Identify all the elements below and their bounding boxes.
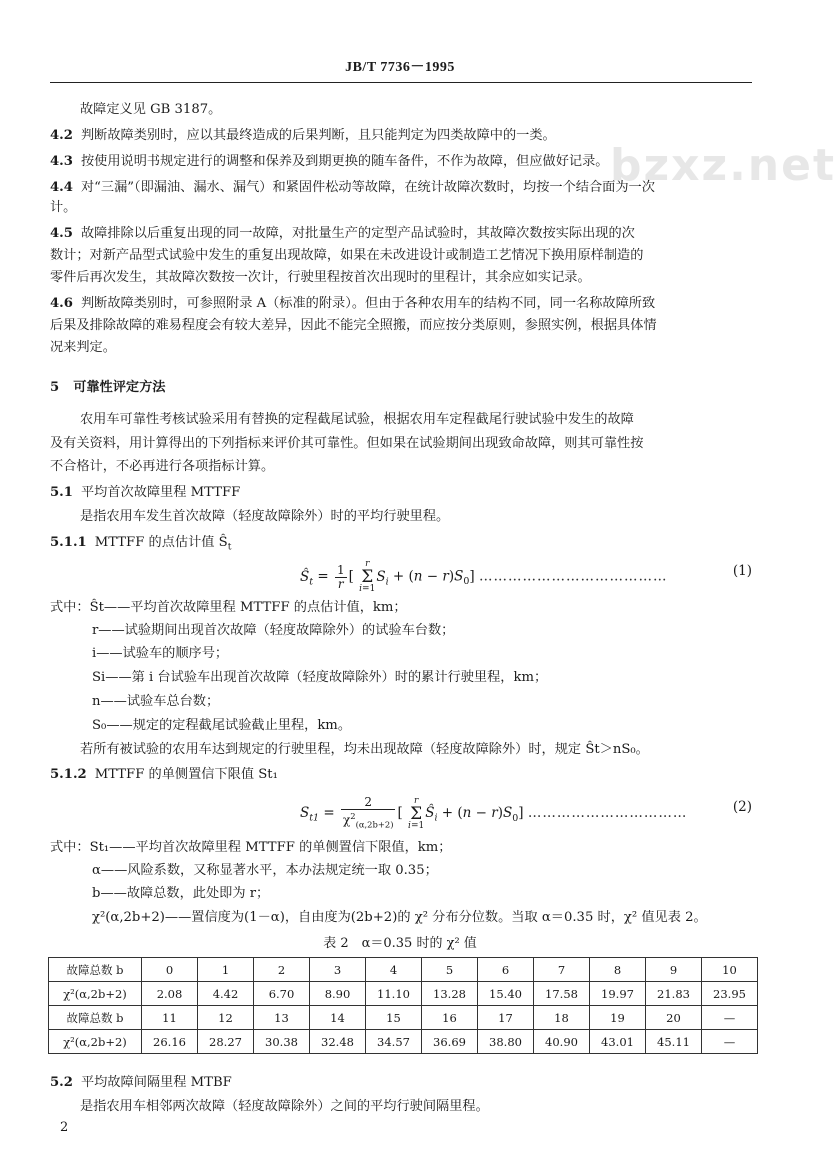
- table-cell: 2: [254, 958, 310, 982]
- definition: S₀——规定的定程截尾试验截止里程，km。: [92, 718, 352, 733]
- table-row: [49, 1006, 758, 1030]
- table-cell: 6.70: [254, 982, 310, 1006]
- table-cell: 0: [142, 958, 198, 982]
- header-rule: [50, 82, 752, 83]
- definition: St₁——平均首次故障里程 MTTFF 的单侧置信下限值，km；: [89, 840, 452, 855]
- table-cell: 26.16: [142, 1030, 198, 1054]
- clause-number: 4.6: [50, 296, 73, 311]
- fraction: $\frac{2}{\chi^2_{(\alpha,2b+2)}}$: [342, 795, 394, 830]
- clause-title: 平均首次故障里程 MTTFF: [80, 485, 241, 500]
- table-row: [49, 982, 758, 1006]
- clause-4-6: [50, 294, 752, 314]
- table-cell: 13.28: [422, 982, 478, 1006]
- table-row: [49, 958, 758, 982]
- clause-text: 判断故障类别时，可参照附录 A（标准的附录）。但由于各种农用车的结构不同，同一名称故障所致: [80, 296, 656, 311]
- definition: Si——第 i 台试验车出现首次故障（轻度故障除外）时的累计行驶里程，km；: [92, 670, 548, 685]
- note: 若所有被试验的农用车达到规定的行驶里程，均未出现故障（轻度故障除外）时，规定 Ŝt＞nS₀。: [80, 742, 649, 757]
- definition: n——试验车总台数；: [92, 694, 220, 709]
- watermark: bzxz.net: [610, 140, 836, 191]
- table-cell: 40.90: [534, 1030, 590, 1054]
- where-label: 式中：: [50, 600, 90, 615]
- table-cell: 15.40: [478, 982, 534, 1006]
- table-cell: 45.11: [646, 1030, 702, 1054]
- table-cell: 32.48: [310, 1030, 366, 1054]
- section-number: 5: [50, 380, 60, 395]
- row-header: χ²(α,2b+2): [49, 1030, 142, 1054]
- table-cell: 30.38: [254, 1030, 310, 1054]
- table-cell: 5: [422, 958, 478, 982]
- clause-4-5: [50, 224, 752, 244]
- clause-number: 5.1.2: [50, 767, 87, 782]
- clause-4-2: [50, 126, 752, 146]
- table-cell: 4: [366, 958, 422, 982]
- clause-5-1-2: [50, 765, 752, 785]
- clause-4-5-cont: 数计；对新产品型式试验中发生的重复出现故障，如果在未改进设计或制造工艺情况下换用原样制造的: [50, 248, 644, 263]
- section-5-intro-line: 农用车可靠性考核试验采用有替换的定程截尾试验，根据农用车定程截尾行驶试验中发生的故障: [80, 412, 634, 427]
- formula-1: $Ŝ_t$ = $\frac{1}{r}$ [ r Σ $i=1S_i + (n - r)S_0$] ………………………………… (1): [300, 559, 752, 594]
- clause-text: 故障排除以后重复出现的同一故障，对批量生产的定型产品试验时，其故障次数按实际出现的次: [80, 226, 635, 241]
- clause-text: 判断故障类别时，应以其最终造成的后果判断，且只能判定为四类故障中的一类。: [80, 128, 556, 143]
- clause-number: 4.4: [50, 180, 73, 195]
- table-cell: 7: [534, 958, 590, 982]
- table-cell: 43.01: [590, 1030, 646, 1054]
- table-cell: 16: [422, 1006, 478, 1030]
- clause-4-4-cont: 计。: [50, 200, 77, 215]
- table-cell: 15: [366, 1006, 422, 1030]
- clause-5-2: [50, 1073, 752, 1093]
- table-cell: 34.57: [366, 1030, 422, 1054]
- table-cell: 3: [310, 958, 366, 982]
- summation: r Σ i=1: [359, 559, 376, 594]
- table-cell: 10: [702, 958, 758, 982]
- table-cell: 38.80: [478, 1030, 534, 1054]
- table-cell: —: [702, 1006, 758, 1030]
- row-header: 故障总数 b: [49, 1006, 142, 1030]
- table-cell: 11: [142, 1006, 198, 1030]
- table-cell: 21.83: [646, 982, 702, 1006]
- clause-number: 5.2: [50, 1075, 73, 1090]
- clause-5-1-1: 5.1.1 MTTFF 的点估计值 $Ŝ_t$: [50, 535, 232, 553]
- table-caption: 表 2 α＝0.35 时的 χ² 值: [323, 936, 477, 951]
- clause-title: MTTFF 的单侧置信下限值 St₁: [94, 767, 278, 782]
- row-header: 故障总数 b: [49, 958, 142, 982]
- table-cell: 14: [310, 1006, 366, 1030]
- table-cell: 2.08: [142, 982, 198, 1006]
- table-cell: 11.10: [366, 982, 422, 1006]
- clause-4-5-cont: 零件后再次发生，其故障次数按一次计，行驶里程按首次出现时的里程计，其余应如实记录。: [50, 270, 591, 285]
- clause-5-2-desc: 是指农用车相邻两次故障（轻度故障除外）之间的平均行驶间隔里程。: [80, 1099, 489, 1114]
- row-header: χ²(α,2b+2): [49, 982, 142, 1006]
- table-row: [49, 1030, 758, 1054]
- table-cell: 20: [646, 1006, 702, 1030]
- chi-square-table: [48, 957, 758, 1054]
- section-5-heading: [50, 378, 752, 398]
- equation-number: (1): [732, 563, 752, 579]
- clause-title: MTTFF 的点估计值 Ŝ: [94, 535, 228, 550]
- page-number: 2: [60, 1120, 69, 1135]
- table-cell: 4.42: [198, 982, 254, 1006]
- clause-5-1-desc: 是指农用车发生首次故障（轻度故障除外）时的平均行驶里程。: [80, 509, 450, 524]
- page-header: JB/T 7736－1995: [345, 60, 455, 75]
- paragraph: 故障定义见 GB 3187。: [80, 102, 222, 117]
- table-cell: 18: [534, 1006, 590, 1030]
- where-def-line: [50, 598, 752, 618]
- table-cell: 9: [646, 958, 702, 982]
- definition: b——故障总数，此处即为 r；: [92, 886, 270, 901]
- table-cell: 36.69: [422, 1030, 478, 1054]
- table-cell: 6: [478, 958, 534, 982]
- clause-4-6-cont: 况来判定。: [50, 340, 116, 355]
- table-cell: 23.95: [702, 982, 758, 1006]
- table-cell: 17: [478, 1006, 534, 1030]
- clause-title: 平均故障间隔里程 MTBF: [80, 1075, 232, 1090]
- fraction: $\frac{1}{r}$: [336, 562, 345, 591]
- where-def-line: [50, 838, 752, 858]
- clause-number: 4.5: [50, 226, 73, 241]
- table-cell: 8: [590, 958, 646, 982]
- clause-5-1: [50, 483, 752, 503]
- table-cell: 13: [254, 1006, 310, 1030]
- definition: r——试验期间出现首次故障（轻度故障除外）的试验车台数；: [92, 623, 455, 638]
- clause-text: 按使用说明书规定进行的调整和保养及到期更换的随车备件，不作为故障，但应做好记录。: [80, 154, 609, 169]
- section-title: 可靠性评定方法: [73, 380, 166, 395]
- definition: χ²(α,2b+2)——置信度为(1－α)，自由度为(2b+2)的 χ² 分布分位数。当取 α＝0.35 时，χ² 值见表 2。: [92, 910, 707, 925]
- definition: α——风险系数，又称显著水平，本办法规定统一取 0.35；: [92, 863, 438, 878]
- table-cell: 17.58: [534, 982, 590, 1006]
- equation-number: (2): [732, 799, 752, 815]
- clause-4-4: [50, 178, 752, 198]
- table-cell: 28.27: [198, 1030, 254, 1054]
- clause-number: 5.1: [50, 485, 73, 500]
- definition: Ŝt——平均首次故障里程 MTTFF 的点估计值，km；: [89, 600, 407, 615]
- section-5-intro-line: 不合格计，不必再进行各项指标计算。: [50, 459, 275, 474]
- formula-2: $S_{t1}$ = $\frac{2}{\chi^2_{(\alpha,2b+2)}}$ [ r Σ $i=1Ŝ_i + (n - r)S_0$] …………………………… (2): [300, 795, 752, 831]
- summation: r Σ i=1: [408, 795, 425, 831]
- table-cell: 12: [198, 1006, 254, 1030]
- clause-number: 4.3: [50, 154, 73, 169]
- clause-4-3: [50, 152, 752, 172]
- definition: i——试验车的顺序号；: [92, 646, 229, 661]
- table-cell: 1: [198, 958, 254, 982]
- section-5-intro-line: 及有关资料，用计算得出的下列指标来评价其可靠性。但如果在试验期间出现致命故障，则其可靠性按: [50, 436, 644, 451]
- clause-number: 5.1.1: [50, 535, 87, 550]
- where-label: 式中：: [50, 840, 90, 855]
- table-cell: —: [702, 1030, 758, 1054]
- clause-4-6-cont: 后果及排除故障的难易程度会有较大差异，因此不能完全照搬，而应按分类原则，参照实例，根据具体情: [50, 318, 657, 333]
- table-cell: 19: [590, 1006, 646, 1030]
- clause-text: 对“三漏”（即漏油、漏水、漏气）和紧固件松动等故障，在统计故障次数时，均按一个结合面为一次: [80, 180, 655, 195]
- table-cell: 8.90: [310, 982, 366, 1006]
- clause-number: 4.2: [50, 128, 73, 143]
- table-cell: 19.97: [590, 982, 646, 1006]
